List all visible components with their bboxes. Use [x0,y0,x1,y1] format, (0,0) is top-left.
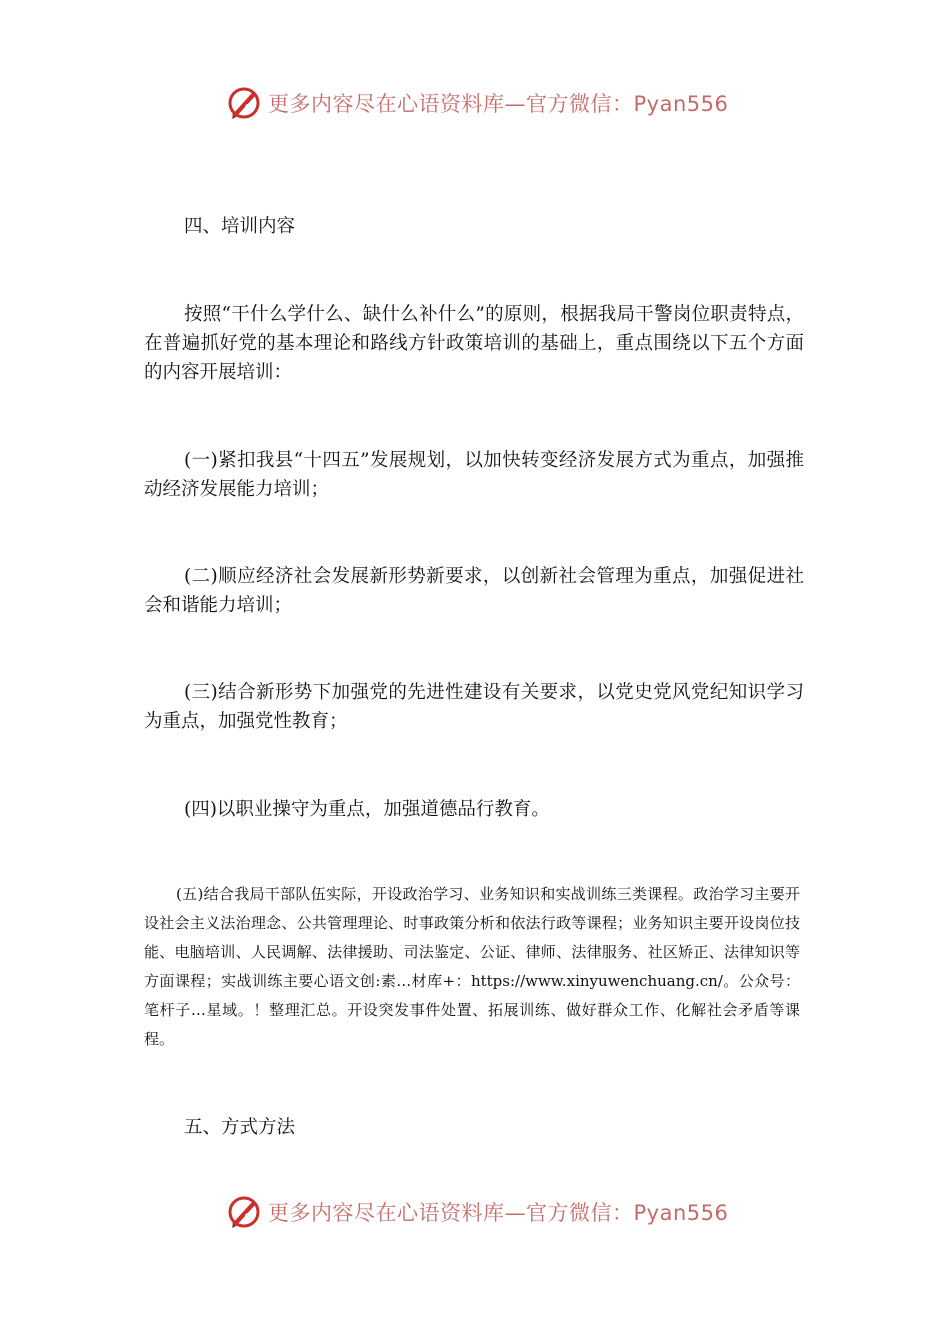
intro-paragraph: 按照“干什么学什么、缺什么补什么”的原则，根据我局干警岗位职责特点，在普遍抓好党的基本理论和路线方针政策培训的基础上，重点围绕以下五个方面的内容开展培训： [144,304,804,383]
list-item-1: (一)紧扣我县“十四五”发展规划，以加快转变经济发展方式为重点，加强推动经济发展能力培训； [144,450,804,500]
header-banner [226,83,729,123]
footer-banner [226,1192,729,1232]
list-item-5: (五)结合我局干部队伍实际，开设政治学习、业务知识和实战训练三类课程。政治学习主要开设社会主义法治理念、公共管理理论、时事政策分析和依法行政等课程；业务知识主要开设岗位技能、电脑培训、人民调解、法律援助、司法鉴定、公证、律师、法律服务、社区矫正、法律知识等方面课程；实战训练主要心语文创:素…材库+：https://www.xinyuwenchuang.cn/。公众号：笔杆子…星域。！整理汇总。开设突发事件处置、拓展训练、做好群众工作、化解社会矛盾等课程。 [144,885,800,1048]
list-item-4: (四)以职业操守为重点，加强道德品行教育。 [184,799,550,820]
section-heading-4: 四、培训内容 [184,216,296,237]
footer-banner-text: 更多内容尽在心语资料库—官方微信：Pyan556 [268,1201,729,1225]
list-item-3: (三)结合新形势下加强党的先进性建设有关要求，以党史党风党纪知识学习为重点，加强党性教育； [144,682,804,732]
header-banner-text: 更多内容尽在心语资料库—官方微信：Pyan556 [268,92,729,116]
pen-logo-icon [226,1194,262,1230]
section-heading-5: 五、方式方法 [184,1117,296,1138]
list-item-2: (二)顺应经济社会发展新形势新要求，以创新社会管理为重点，加强促进社会和谐能力培训； [144,566,804,616]
pen-logo-icon [226,85,262,121]
